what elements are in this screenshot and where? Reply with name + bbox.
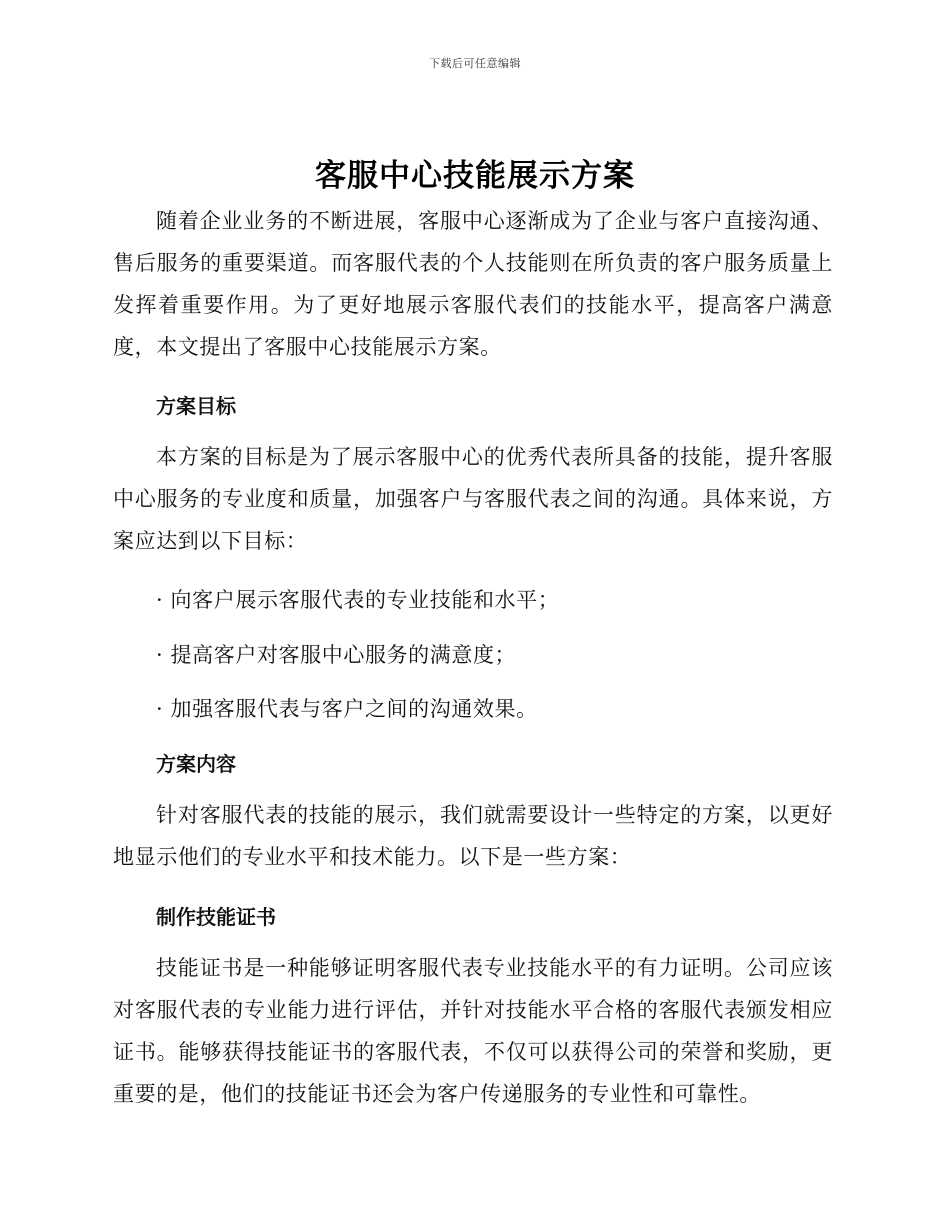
document-title: 客服中心技能展示方案 <box>315 158 635 194</box>
header-note: 下载后可任意编辑 <box>429 57 521 70</box>
goal-bullet-1: · 向客户展示客服代表的专业技能和水平； <box>156 588 560 612</box>
goal-bullet-2: · 提高客户对客服中心服务的满意度； <box>156 643 517 667</box>
intro-paragraph: 随着企业业务的不断进展，客服中心逐渐成为了企业与客户直接沟通、售后服务的重要渠道。而客服代表的个人技能则在所负责的客户服务质量上发挥着重要作用。为了更好地展示客服代表们的技能水平，提高客户满意度，本文提出了客服中心技能展示方案。 <box>113 209 833 359</box>
section-heading-content: 方案内容 <box>156 752 236 776</box>
goal-bullet-3: · 加强客服代表与客户之间的沟通效果。 <box>156 697 538 721</box>
content-paragraph: 针对客服代表的技能的展示，我们就需要设计一些特定的方案，以更好地显示他们的专业水平和技术能力。以下是一些方案： <box>113 803 833 869</box>
goals-paragraph: 本方案的目标是为了展示客服中心的优秀代表所具备的技能，提升客服中心服务的专业度和质量，加强客户与客服代表之间的沟通。具体来说，方案应达到以下目标： <box>113 445 833 553</box>
section-heading-certificate: 制作技能证书 <box>156 905 276 929</box>
certificate-paragraph: 技能证书是一种能够证明客服代表专业技能水平的有力证明。公司应该对客服代表的专业能力进行评估，并针对技能水平合格的客服代表颁发相应证书。能够获得技能证书的客服代表，不仅可以获得公司的荣誉和奖励，更重要的是，他们的技能证书还会为客户传递服务的专业性和可靠性。 <box>113 956 833 1106</box>
section-heading-goals: 方案目标 <box>156 394 236 418</box>
